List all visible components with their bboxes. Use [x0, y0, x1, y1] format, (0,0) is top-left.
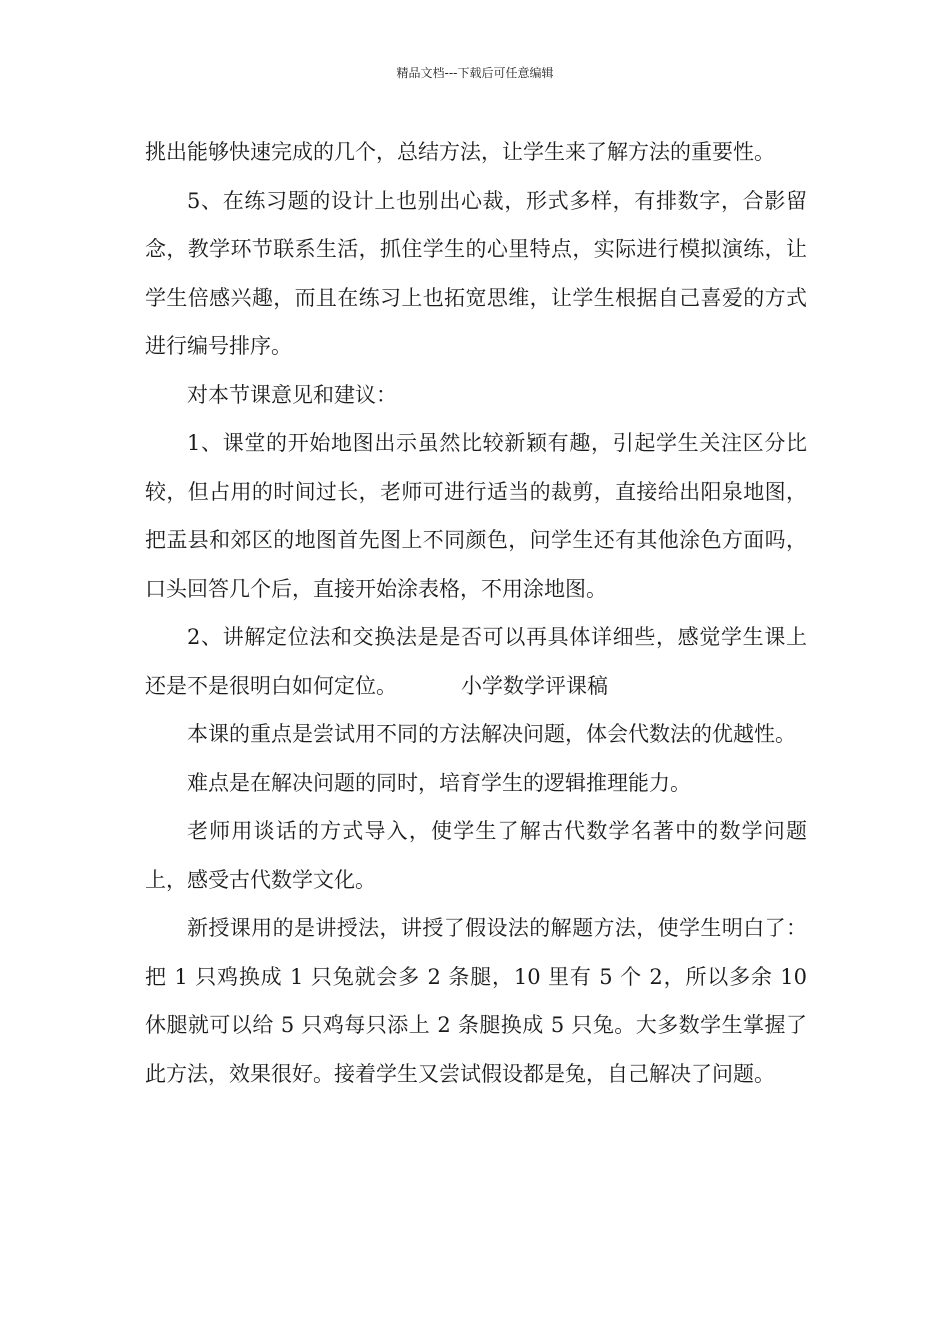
paragraph-8: 老师用谈话的方式导入，使学生了解古代数学名著中的数学问题上，感受古代数学文化。: [145, 819, 807, 892]
paragraph-4: 1、课堂的开始地图出示虽然比较新颖有趣，引起学生关注区分比较，但占用的时间过长，老师可进行适当的裁剪，直接给出阳泉地图，把盂县和郊区的地图首先图上不同颜色，问学生还有其他涂色方面吗，口头回答几个后，直接开始涂表格，不用涂地图。: [145, 431, 807, 601]
paragraph-2: 5、在练习题的设计上也别出心裁，形式多样，有排数字，合影留念，教学环节联系生活，抓住学生的心里特点，实际进行模拟演练，让学生倍感兴趣，而且在练习上也拓宽思维，让学生根据自己喜爱的方式进行编号排序。: [145, 188, 807, 358]
paragraph-9: 新授课用的是讲授法，讲授了假设法的解题方法，使学生明白了：把 1 只鸡换成 1 只兔就会多 2 条腿，10 里有 5 个 2，所以多余 10 休腿就可以给 5 只鸡每只添上 2 条腿换成 5 只兔。大多数学生掌握了此方法，效果很好。接着学生又尝试假设都是兔，自己解决了问题。: [145, 916, 807, 1086]
page-header: 精品文档---下载后可任意编辑: [396, 66, 554, 80]
document-body: [145, 128, 807, 1098]
paragraph-3: 对本节课意见和建议：: [187, 382, 397, 407]
paragraph-5-text: 2、讲解定位法和交换法是是否可以再具体详细些，感觉学生课上还是不是很明白如何定位。: [145, 625, 807, 698]
paragraph-6: 本课的重点是尝试用不同的方法解决问题，体会代数法的优越性。: [187, 722, 796, 746]
inline-section-title: 小学数学评课稿: [461, 673, 608, 698]
paragraph-7: 难点是在解决问题的同时，培育学生的逻辑推理能力。: [187, 770, 691, 795]
paragraph-1: 挑出能够快速完成的几个，总结方法，让学生来了解方法的重要性。: [145, 140, 775, 164]
paragraph-5: [145, 613, 807, 710]
